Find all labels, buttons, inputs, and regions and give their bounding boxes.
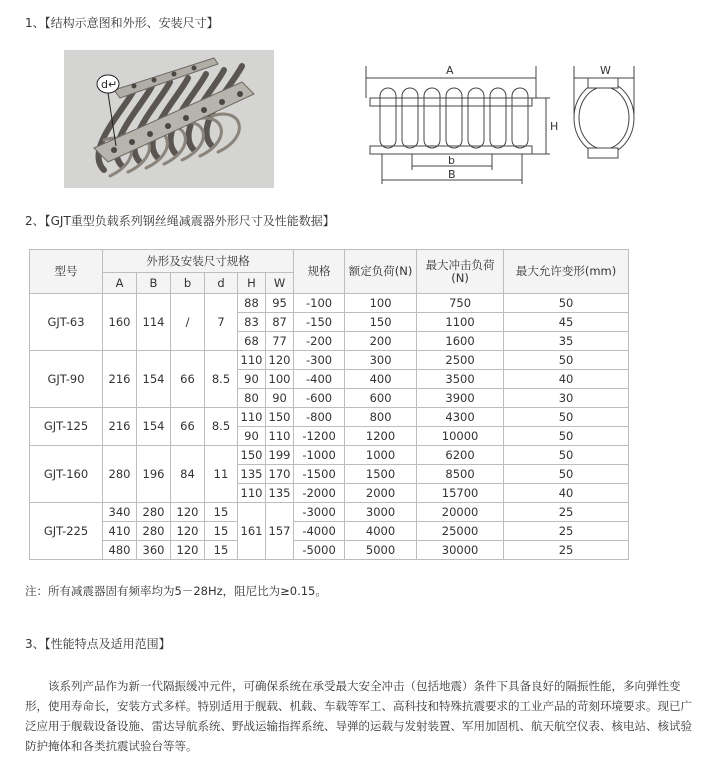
h-cell: 68 (238, 332, 266, 351)
d-cell: 15 (205, 541, 238, 560)
b-small-cell: 120 (171, 522, 205, 541)
h-cell: 110 (238, 484, 266, 503)
header-w: W (266, 273, 294, 294)
impact-cell: 1600 (417, 332, 504, 351)
header-max-impact-load: 最大冲击负荷(N) (417, 250, 504, 294)
deform-cell: 40 (504, 370, 629, 389)
header-b-large: B (137, 273, 171, 294)
b-large-cell: 196 (137, 446, 171, 503)
spec-cell: -150 (294, 313, 345, 332)
model-cell: GJT-63 (30, 294, 103, 351)
model-cell: GJT-90 (30, 351, 103, 408)
spec-cell: -4000 (294, 522, 345, 541)
table-row (30, 541, 629, 560)
deform-cell: 50 (504, 427, 629, 446)
table-row (30, 294, 629, 313)
impact-cell: 30000 (417, 541, 504, 560)
impact-cell: 15700 (417, 484, 504, 503)
impact-cell: 10000 (417, 427, 504, 446)
header-b-small: b (171, 273, 205, 294)
b-small-cell: 120 (171, 541, 205, 560)
deform-cell: 50 (504, 408, 629, 427)
deform-cell: 50 (504, 351, 629, 370)
header-d: d (205, 273, 238, 294)
a-cell: 480 (103, 541, 137, 560)
impact-cell: 1100 (417, 313, 504, 332)
h-cell: 80 (238, 389, 266, 408)
a-cell: 280 (103, 446, 137, 503)
b-large-cell: 280 (137, 522, 171, 541)
w-cell: 90 (266, 389, 294, 408)
spec-cell: -300 (294, 351, 345, 370)
deform-cell: 30 (504, 389, 629, 408)
spec-cell: -5000 (294, 541, 345, 560)
b-large-cell: 154 (137, 408, 171, 446)
a-cell: 410 (103, 522, 137, 541)
w-cell: 100 (266, 370, 294, 389)
w-cell: 157 (266, 503, 294, 560)
header-spec: 规格 (294, 250, 345, 294)
b-small-cell: / (171, 294, 205, 351)
d-cell: 8.5 (205, 351, 238, 408)
h-cell: 90 (238, 370, 266, 389)
b-small-cell: 84 (171, 446, 205, 503)
photo-callout-label: d↵ (101, 78, 118, 91)
isolator-photo (64, 50, 274, 188)
deform-cell: 25 (504, 541, 629, 560)
table-row (30, 522, 629, 541)
frequency-note: 注：所有减震器固有频率均为5－28Hz，阻尼比为≥0.15。 (25, 584, 327, 598)
table-row (30, 408, 629, 427)
spec-cell: -1500 (294, 465, 345, 484)
rated-cell: 100 (345, 294, 417, 313)
d-cell: 11 (205, 446, 238, 503)
a-cell: 216 (103, 351, 137, 408)
a-cell: 160 (103, 294, 137, 351)
section-1-heading: 1、【结构示意图和外形、安装尺寸】 (25, 16, 219, 30)
h-cell: 83 (238, 313, 266, 332)
b-small-cell: 66 (171, 351, 205, 408)
spec-cell: -3000 (294, 503, 345, 522)
w-cell: 150 (266, 408, 294, 427)
dimension-label-a: A (446, 64, 454, 77)
impact-cell: 20000 (417, 503, 504, 522)
w-cell: 87 (266, 313, 294, 332)
spec-cell: -2000 (294, 484, 345, 503)
model-cell: GJT-225 (30, 503, 103, 560)
dimension-label-b-small: b (448, 154, 455, 167)
h-cell: 161 (238, 503, 266, 560)
section-2-heading: 2、【GJT重型负载系列钢丝绳减震器外形尺寸及性能数据】 (25, 214, 335, 228)
spec-cell: -600 (294, 389, 345, 408)
h-cell: 90 (238, 427, 266, 446)
impact-cell: 25000 (417, 522, 504, 541)
rated-cell: 1000 (345, 446, 417, 465)
spec-table (29, 249, 629, 560)
deform-cell: 40 (504, 484, 629, 503)
deform-cell: 45 (504, 313, 629, 332)
a-cell: 216 (103, 408, 137, 446)
section-3-heading: 3、【性能特点及适用范围】 (25, 637, 171, 651)
w-cell: 120 (266, 351, 294, 370)
impact-cell: 3900 (417, 389, 504, 408)
impact-cell: 2500 (417, 351, 504, 370)
rated-cell: 400 (345, 370, 417, 389)
spec-cell: -200 (294, 332, 345, 351)
d-cell: 15 (205, 503, 238, 522)
deform-cell: 35 (504, 332, 629, 351)
d-cell: 15 (205, 522, 238, 541)
w-cell: 77 (266, 332, 294, 351)
spec-cell: -1200 (294, 427, 345, 446)
spec-cell: -100 (294, 294, 345, 313)
deform-cell: 50 (504, 294, 629, 313)
rated-cell: 800 (345, 408, 417, 427)
header-rated-load: 额定负荷(N) (345, 250, 417, 294)
header-h: H (238, 273, 266, 294)
w-cell: 110 (266, 427, 294, 446)
rated-cell: 5000 (345, 541, 417, 560)
b-large-cell: 360 (137, 541, 171, 560)
d-cell: 7 (205, 294, 238, 351)
spec-cell: -1000 (294, 446, 345, 465)
deform-cell: 25 (504, 522, 629, 541)
deform-cell: 50 (504, 446, 629, 465)
dimension-label-h: H (550, 120, 559, 133)
a-cell: 340 (103, 503, 137, 522)
header-a: A (103, 273, 137, 294)
dimension-drawing (352, 58, 652, 188)
w-cell: 135 (266, 484, 294, 503)
model-cell: GJT-125 (30, 408, 103, 446)
header-model: 型号 (30, 250, 103, 294)
impact-cell: 3500 (417, 370, 504, 389)
impact-cell: 4300 (417, 408, 504, 427)
h-cell: 150 (238, 446, 266, 465)
header-max-deformation: 最大允许变形(mm) (504, 250, 629, 294)
b-large-cell: 114 (137, 294, 171, 351)
table-row (30, 503, 629, 522)
rated-cell: 4000 (345, 522, 417, 541)
spec-cell: -400 (294, 370, 345, 389)
model-cell: GJT-160 (30, 446, 103, 503)
impact-cell: 750 (417, 294, 504, 313)
deform-cell: 50 (504, 465, 629, 484)
w-cell: 95 (266, 294, 294, 313)
description-paragraph: 该系列产品作为新一代隔振缓冲元件，可确保系统在承受最大安全冲击（包括地震）条件下具备良好的隔振性能，多向弹性变形，使用寿命长，安装方式多样。特别适用于舰载、机载、车载等军工、高科技和特殊抗震要求的工业产品的苛刻环境要求。现已广泛应用于舰载设备设施、雷达导航系统、野战运输指挥系统、导弹的运载与发射装置、军用加固机、航天航空仪表、核电站、核试验防护掩体和各类抗震试验台等等。 (25, 679, 692, 753)
table-row (30, 351, 629, 370)
rated-cell: 150 (345, 313, 417, 332)
spec-cell: -800 (294, 408, 345, 427)
rated-cell: 1500 (345, 465, 417, 484)
rated-cell: 600 (345, 389, 417, 408)
dimension-label-b-large: B (448, 168, 456, 181)
h-cell: 110 (238, 351, 266, 370)
b-large-cell: 280 (137, 503, 171, 522)
rated-cell: 1200 (345, 427, 417, 446)
h-cell: 135 (238, 465, 266, 484)
b-small-cell: 66 (171, 408, 205, 446)
rated-cell: 300 (345, 351, 417, 370)
b-small-cell: 120 (171, 503, 205, 522)
impact-cell: 6200 (417, 446, 504, 465)
h-cell: 110 (238, 408, 266, 427)
rated-cell: 3000 (345, 503, 417, 522)
d-cell: 8.5 (205, 408, 238, 446)
h-cell: 88 (238, 294, 266, 313)
header-dimensions: 外形及安装尺寸规格 (103, 250, 294, 273)
rated-cell: 200 (345, 332, 417, 351)
table-row (30, 446, 629, 465)
w-cell: 170 (266, 465, 294, 484)
rated-cell: 2000 (345, 484, 417, 503)
dimension-label-w: W (600, 64, 611, 77)
b-large-cell: 154 (137, 351, 171, 408)
deform-cell: 25 (504, 503, 629, 522)
w-cell: 199 (266, 446, 294, 465)
impact-cell: 8500 (417, 465, 504, 484)
